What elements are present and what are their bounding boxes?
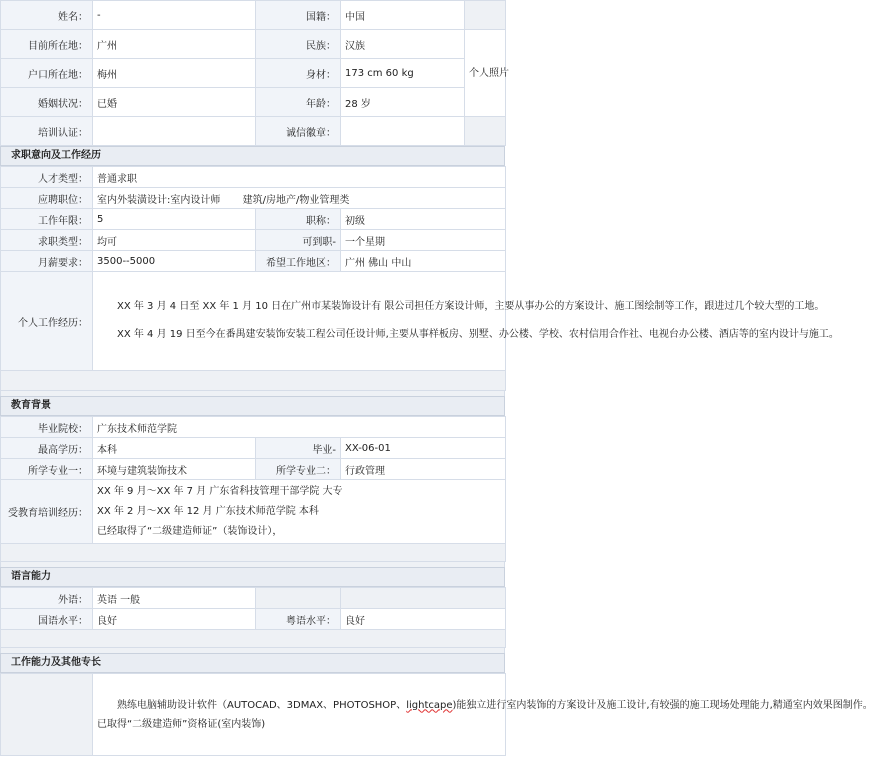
training-line-3: 已经取得了“二级建造师证”（装饰设计）， — [97, 525, 283, 537]
skills-label-cell — [1, 674, 93, 756]
major2-label: 所学专业二： — [256, 459, 341, 480]
skills-text-lightcape: lightcape — [406, 699, 453, 711]
foreign-language-value: 英语 一般 — [93, 588, 256, 609]
position-value — [93, 188, 506, 209]
section-job-intention: 求职意向及工作经历 — [0, 146, 505, 166]
position-label: 应聘职位： — [1, 188, 93, 209]
job-type-label: 求职类型： — [1, 230, 93, 251]
training-history-label: 受教育培训经历： — [1, 480, 93, 544]
body-value: 173 cm 60 kg — [341, 59, 465, 88]
age-value: 28 岁 — [341, 88, 465, 117]
edu-spacer-row — [1, 544, 506, 562]
body-label: 身材： — [256, 59, 341, 88]
skills-certificate: 已取得“二级建造师”资格证(室内装饰) — [97, 718, 266, 730]
section-skills: 工作能力及其他专长 — [0, 653, 505, 673]
cantonese-label: 粤语水平： — [256, 609, 341, 630]
section-education: 教育背景 — [0, 396, 505, 416]
age-label: 年龄： — [256, 88, 341, 117]
hukou-label: 户口所在地： — [1, 59, 93, 88]
experience-value — [93, 272, 839, 371]
photo-top — [465, 1, 506, 30]
graduation-label: 毕业- — [256, 438, 341, 459]
ethnicity-value: 汉族 — [341, 30, 465, 59]
name-value: - — [93, 1, 256, 30]
skills-text-c: )能独立进行室内装饰的方案设计及施工设计,有较强的施工现场处理能力,精通室内效果图制作。 — [452, 699, 873, 711]
school-label: 毕业院校： — [1, 417, 93, 438]
education-table — [0, 416, 506, 562]
language-table — [0, 587, 506, 648]
school-value: 广东技术师范学院 — [93, 417, 506, 438]
integrity-label: 诚信徽章： — [256, 117, 341, 146]
major1-value: 环境与建筑装饰技术 — [93, 459, 256, 480]
availability-value: 一个星期 — [341, 230, 506, 251]
preferred-region-value: 广州 佛山 中山 — [341, 251, 506, 272]
integrity-value — [341, 117, 465, 146]
marital-label: 婚姻状况： — [1, 88, 93, 117]
title-label: 职称： — [256, 209, 341, 230]
name-label: 姓名： — [1, 1, 93, 30]
cantonese-value: 良好 — [341, 609, 506, 630]
photo-cell: 个人照片 — [465, 30, 506, 117]
degree-label: 最高学历： — [1, 438, 93, 459]
degree-value: 本科 — [93, 438, 256, 459]
industry-text: 建筑/房地产/物业管理类 — [242, 194, 350, 206]
training-line-2: XX 年 2 月～XX 年 12 月 广东技术师范学院 本科 — [97, 505, 319, 517]
work-years-label: 工作年限： — [1, 209, 93, 230]
skills-text-a: 熟练电脑辅助设计软件（AUTOCAD、3DMAX、PHOTOSHOP、 — [117, 699, 407, 711]
skills-paragraph — [97, 696, 873, 715]
talent-type-label: 人才类型： — [1, 167, 93, 188]
photo-bottom — [465, 117, 506, 146]
graduation-value: XX-06-01 — [341, 438, 506, 459]
ethnicity-label: 民族： — [256, 30, 341, 59]
section-language: 语言能力 — [0, 567, 505, 587]
location-value: 广州 — [93, 30, 256, 59]
position-text: 室内外装潢设计:室内设计师 — [97, 194, 221, 206]
foreign-language-label: 外语： — [1, 588, 93, 609]
job-table — [0, 166, 839, 391]
preferred-region-label: 希望工作地区： — [256, 251, 341, 272]
marital-value: 已婚 — [93, 88, 256, 117]
nationality-label: 国籍： — [256, 1, 341, 30]
nationality-value: 中国 — [341, 1, 465, 30]
mandarin-value: 良好 — [93, 609, 256, 630]
work-years-value: 5 — [93, 209, 256, 230]
empty-cell — [341, 588, 506, 609]
training-history-value — [93, 480, 506, 544]
training-line-1: XX 年 9 月～XX 年 7 月 广东省科技管理干部学院 大专 — [97, 485, 343, 497]
training-cert-value — [93, 117, 256, 146]
mandarin-label: 国语水平： — [1, 609, 93, 630]
experience-paragraph-1: XX 年 3 月 4 日至 XX 年 1 月 10 日在广州市某装饰设计有 限公司担任方案设计师，主要从事办公的方案设计、施工图绘制等工作，跟进过几个较大型的工地。 — [117, 301, 825, 312]
skills-table — [0, 673, 873, 756]
availability-label: 可到职- — [256, 230, 341, 251]
experience-paragraph-2: XX 年 4 月 19 日至今在番禺建安装饰安装工程公司任设计师,主要从事样板房、别墅、办公楼、学校、农村信用合作社、电视台办公楼、酒店等的室内设计与施工。 — [117, 329, 839, 340]
training-cert-label: 培训认证： — [1, 117, 93, 146]
talent-type-value: 普通求职 — [93, 167, 506, 188]
skills-value — [93, 674, 873, 756]
experience-label: 个人工作经历： — [1, 272, 93, 371]
title-value: 初级 — [341, 209, 506, 230]
hukou-value: 梅州 — [93, 59, 256, 88]
personal-info-table — [0, 0, 509, 146]
job-type-value: 均可 — [93, 230, 256, 251]
empty-cell — [256, 588, 341, 609]
major1-label: 所学专业一： — [1, 459, 93, 480]
location-label: 目前所在地： — [1, 30, 93, 59]
major2-value: 行政管理 — [341, 459, 506, 480]
lang-spacer-row — [1, 630, 506, 648]
salary-label: 月薪要求： — [1, 251, 93, 272]
salary-value: 3500--5000 — [93, 251, 256, 272]
job-spacer-row — [1, 371, 506, 391]
